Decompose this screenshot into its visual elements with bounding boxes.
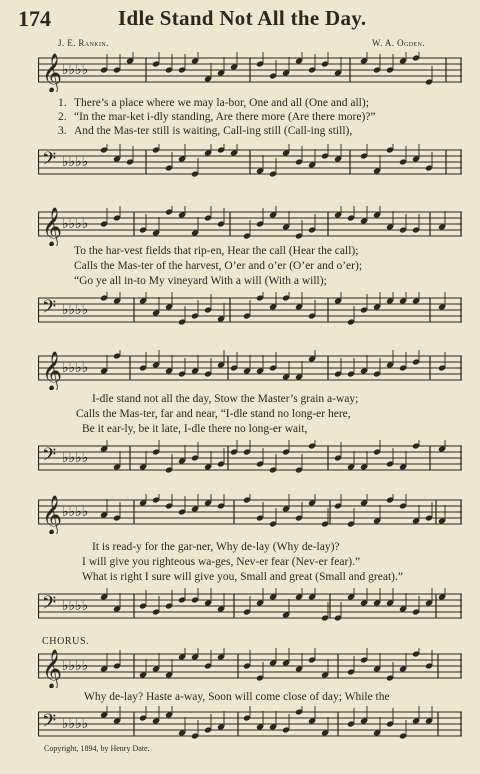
- lyric-line: I-dle stand not all the day, Stow the Master’s grain a-way;: [92, 393, 359, 405]
- verse-number: 2.: [58, 111, 67, 123]
- key-signature-icon: ♭♭♭♭: [62, 216, 89, 232]
- treble-clef-icon: 𝄞: [42, 495, 63, 534]
- chorus-label: CHORUS.: [42, 636, 90, 647]
- lyric-line: I will give you righteous wa-ges, Nev-er fear (Nev-er fear).”: [82, 556, 361, 568]
- bass-staff-4: [38, 588, 462, 628]
- treble-staff-4: [38, 494, 462, 534]
- treble-staff-2: [38, 206, 462, 246]
- bass-staff-chorus: [38, 706, 462, 742]
- lyric-line: Be it ear-ly, be it late, I-dle there no long-er wait,: [82, 423, 308, 435]
- bass-staff-2: [38, 292, 462, 332]
- lyric-line: Calls the Mas-ter, far and near, “I-dle stand no long-er here,: [76, 408, 351, 420]
- treble-clef-icon: 𝄞: [42, 53, 63, 92]
- lyric-line: Why de-lay? Haste a-way, Soon will come close of day; While the: [84, 691, 390, 703]
- bass-clef-icon: 𝄢: [42, 593, 57, 618]
- treble-clef-icon: 𝄞: [42, 351, 63, 390]
- lyric-line: To the har-vest fields that rip-en, Hear the call (Hear the call);: [74, 245, 359, 257]
- lyric-text: “In the mar-ket i-dly standing, Are there more (Are there more)?”: [74, 111, 376, 123]
- lyric-line: “Go ye all in-to My vineyard With a will (With a will);: [74, 275, 327, 287]
- treble-staff-3: [38, 350, 462, 390]
- composer-credit: W. A. Ogden.: [372, 38, 425, 48]
- treble-staff-chorus: [38, 648, 462, 688]
- bass-staff-1: [38, 144, 462, 184]
- lyric-line: It is read-y for the gar-ner, Why de-lay (Why de-lay)?: [92, 541, 340, 553]
- hymn-title: Idle Stand Not All the Day.: [118, 6, 367, 30]
- key-signature-icon: ♭♭♭♭: [62, 504, 89, 520]
- lyric-text: There’s a place where we may la-bor, One and all (One and all);: [74, 97, 369, 109]
- bass-clef-icon: 𝄢: [42, 297, 57, 322]
- bass-clef-icon: 𝄢: [42, 711, 57, 736]
- lyric-line: Calls the Mas-ter of the harvest, O’er and o’er (O’er and o’er);: [74, 260, 363, 272]
- lyric-line: [58, 110, 376, 124]
- bass-clef-icon: 𝄢: [42, 149, 57, 174]
- key-signature-icon: ♭♭♭♭: [62, 302, 89, 318]
- lyric-line: What is right I sure will give you, Small and great (Small and great).”: [82, 571, 403, 583]
- key-signature-icon: ♭♭♭♭: [62, 360, 89, 376]
- bass-clef-icon: 𝄢: [42, 445, 57, 470]
- treble-staff-1: [38, 52, 462, 92]
- treble-clef-icon: 𝄞: [42, 649, 63, 688]
- key-signature-icon: ♭♭♭♭: [62, 598, 89, 614]
- copyright-notice: Copyright, 1894, by Henry Date.: [44, 744, 150, 753]
- lyric-text: And the Mas-ter still is waiting, Call-ing still (Call-ing still),: [74, 125, 353, 137]
- lyric-line: [58, 96, 369, 110]
- lyricist-credit: J. E. Rankin.: [58, 38, 109, 48]
- key-signature-icon: ♭♭♭♭: [62, 450, 89, 466]
- verse-number: 3.: [58, 125, 67, 137]
- hymn-number: 174: [18, 6, 51, 31]
- bass-staff-3: [38, 440, 462, 480]
- treble-clef-icon: 𝄞: [42, 207, 63, 246]
- lyric-line: [58, 124, 352, 138]
- key-signature-icon: ♭♭♭♭: [62, 716, 89, 732]
- key-signature-icon: ♭♭♭♭: [62, 658, 89, 674]
- key-signature-icon: ♭♭♭♭: [62, 62, 89, 78]
- key-signature-icon: ♭♭♭♭: [62, 154, 89, 170]
- verse-number: 1.: [58, 97, 67, 109]
